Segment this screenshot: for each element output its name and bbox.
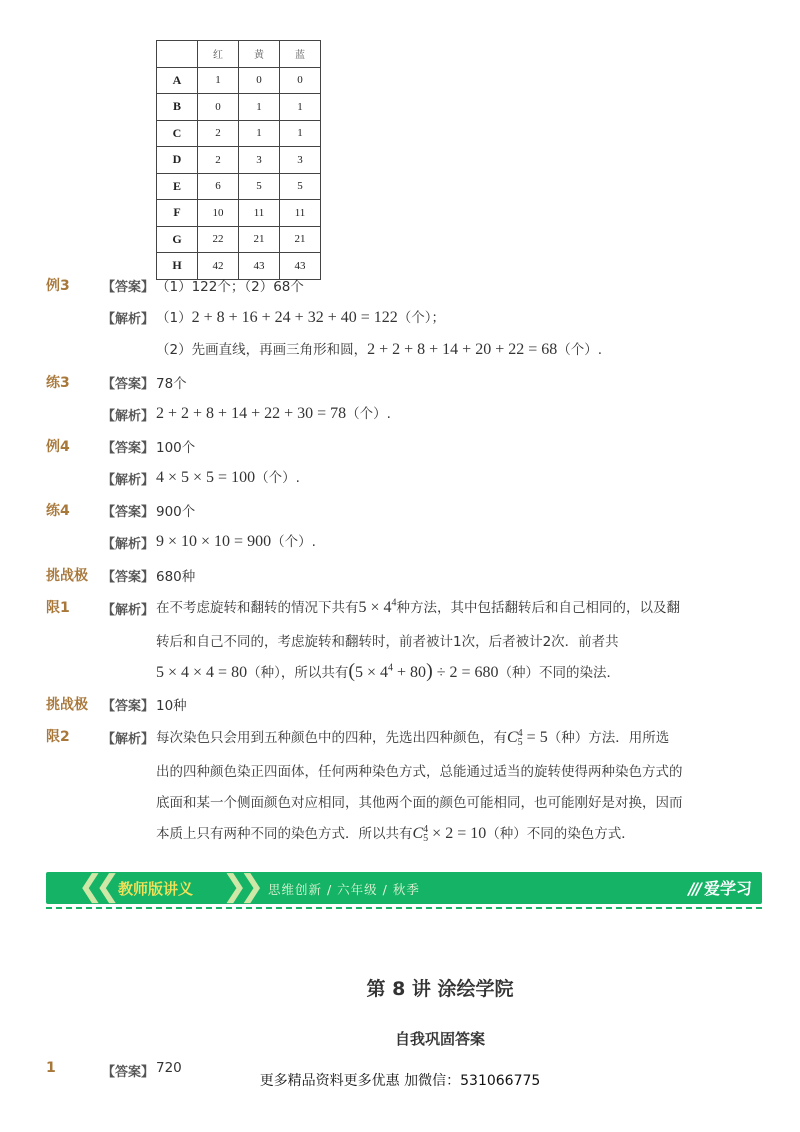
practice-3-answer: 78个 — [156, 376, 187, 392]
table-row — [157, 173, 321, 200]
challenge-1-label: 挑战极 — [46, 568, 88, 584]
text: （种）不同的染色方式． — [486, 826, 635, 842]
table-cell: 5 — [239, 173, 280, 200]
analysis-tag: 【解析】 — [102, 603, 155, 618]
table-row — [157, 200, 321, 227]
table-cell: 1 — [239, 94, 280, 121]
table-cell: 21 — [239, 226, 280, 253]
logo-text: 爱学习 — [703, 879, 752, 898]
answer-tag: 【答案】 — [102, 570, 155, 585]
text: 在不考虑旋转和翻转的情况下共有 — [156, 600, 359, 616]
equation: 2 + 2 + 8 + 14 + 20 + 22 = 68 — [367, 341, 558, 358]
combination: C4 5 = 5 — [507, 728, 548, 749]
limit-2-line-4 — [156, 822, 635, 843]
analysis-tag: 【解析】 — [102, 732, 155, 747]
limit-2-label: 限2 — [46, 729, 70, 745]
table-cell: 2 — [198, 120, 239, 147]
example-4-analysis — [156, 466, 300, 487]
practice-4-analysis — [156, 530, 316, 551]
color-count-table — [156, 40, 321, 280]
table-cell: 43 — [239, 253, 280, 280]
limit-1-line-2: 转后和自己不同的，考虑旋转和翻转时，前者被计1次，后者被计2次．前者共 — [156, 634, 619, 650]
double-chevron-right-icon: ❯❯ — [222, 869, 257, 904]
limit-2-line-2: 出的四种颜色染正四面体，任何两种染色方式，总能通过适当的旋转使得两种染色方式的 — [156, 764, 683, 780]
footer-promo: 更多精品资料更多优惠 加微信：531066775 — [259, 1073, 541, 1089]
limit-2-line-3: 底面和某一个侧面颜色对应相同，其他两个面的颜色可能相同，也可能刚好是对换，因而 — [156, 795, 683, 811]
row-label: E — [157, 173, 198, 200]
challenge-2-answer: 10种 — [156, 698, 187, 714]
suffix: （个）. — [271, 534, 316, 550]
row-label: A — [157, 67, 198, 94]
practice-3-label: 练3 — [46, 375, 70, 391]
text: 每次染色只会用到五种颜色中的四种，先选出四种颜色，有 — [156, 730, 507, 746]
analysis-tag: 【解析】 — [102, 409, 155, 424]
table-cell: 0 — [198, 94, 239, 121]
text: 本质上只有两种不同的染色方式．所以共有 — [156, 826, 413, 842]
equation: 4 × 5 × 5 = 100 — [156, 469, 256, 486]
row-label: G — [157, 226, 198, 253]
table-row — [157, 67, 321, 94]
banner-subtitle: 思维创新 / 六年级 / 秋季 — [268, 882, 420, 897]
row-label: B — [157, 94, 198, 121]
equation: 5 × 4 × 4 = 80 — [156, 664, 248, 681]
table-cell: 11 — [280, 200, 321, 227]
analysis-tag: 【解析】 — [102, 537, 155, 552]
table-cell: 0 — [280, 67, 321, 94]
banner-dashed-divider — [46, 907, 762, 909]
equation: $5 \times 4^4$ — [358, 597, 397, 616]
challenge-2-label: 挑战极 — [46, 697, 88, 713]
item-1-answer: 720 — [156, 1060, 182, 1076]
text: （种），所以共有 — [247, 665, 349, 681]
table-cell: 6 — [198, 173, 239, 200]
example-3-label: 例3 — [46, 278, 70, 294]
table-row — [157, 147, 321, 174]
suffix: （个）. — [255, 470, 300, 486]
item-1-label: 1 — [46, 1060, 56, 1076]
column-header-blue: 蓝 — [280, 41, 321, 68]
practice-4-answer: 900个 — [156, 504, 196, 520]
banner-title: 教师版讲义 — [118, 880, 194, 898]
answer-tag: 【答案】 — [102, 699, 155, 714]
example-4-label: 例4 — [46, 439, 70, 455]
combination: C4 5 × 2 = 10 — [412, 824, 487, 845]
suffix: （个）. — [346, 406, 391, 422]
suffix: （个）； — [397, 310, 445, 326]
table-cell: 1 — [198, 67, 239, 94]
equation: $(5 \times 4^4 + 80) \div 2 = 680$ — [348, 660, 499, 682]
table-cell: 2 — [198, 147, 239, 174]
table-cell: 21 — [280, 226, 321, 253]
row-label: H — [157, 253, 198, 280]
table-corner — [157, 41, 198, 68]
prefix: （1） — [156, 310, 192, 326]
limit-1-line-1 — [156, 596, 680, 617]
practice-3-analysis — [156, 402, 391, 423]
table-row — [157, 120, 321, 147]
example-4-answer: 100个 — [156, 440, 196, 456]
table-cell: 3 — [280, 147, 321, 174]
prefix: （2）先画直线，再画三角形和圆， — [156, 342, 368, 358]
answer-tag: 【答案】 — [102, 505, 155, 520]
limit-2-line-1 — [156, 726, 669, 747]
row-label: D — [157, 147, 198, 174]
example-3-analysis-1 — [156, 306, 445, 327]
table-header-row — [157, 41, 321, 68]
text: （种）不同的染法． — [498, 665, 621, 681]
table-cell: 1 — [239, 120, 280, 147]
answer-tag: 【答案】 — [102, 280, 155, 295]
challenge-1-answer: 680种 — [156, 569, 196, 585]
table-cell: 5 — [280, 173, 321, 200]
limit-1-line-3 — [156, 660, 620, 683]
equation: 2 + 8 + 16 + 24 + 32 + 40 = 122 — [191, 309, 398, 326]
table-cell: 11 — [239, 200, 280, 227]
practice-4-label: 练4 — [46, 503, 70, 519]
table-cell: 10 — [198, 200, 239, 227]
table-cell: 3 — [239, 147, 280, 174]
column-header-yellow: 黄 — [239, 41, 280, 68]
analysis-tag: 【解析】 — [102, 473, 155, 488]
text: 种方法，其中包括翻转后和自己相同的，以及翻 — [396, 600, 681, 616]
equation: 9 × 10 × 10 = 900 — [156, 533, 272, 550]
text: （种）方法．用所选 — [547, 730, 670, 746]
equation: 2 + 2 + 8 + 14 + 22 + 30 = 78 — [156, 405, 347, 422]
analysis-tag: 【解析】 — [102, 312, 155, 327]
answer-tag: 【答案】 — [102, 1065, 155, 1080]
table-cell: 22 — [198, 226, 239, 253]
table-row — [157, 226, 321, 253]
row-label: C — [157, 120, 198, 147]
example-3-answer: （1）122个；（2）68个 — [156, 279, 304, 295]
table-cell: 1 — [280, 120, 321, 147]
example-3-analysis-2 — [156, 338, 602, 359]
limit-1-label: 限1 — [46, 600, 70, 616]
table-cell: 42 — [198, 253, 239, 280]
logo-mark-icon: /// — [688, 879, 700, 898]
brand-logo — [688, 876, 752, 899]
lecture-title: 第 8 讲 涂绘学院 — [366, 978, 514, 1000]
suffix: （个）. — [557, 342, 603, 358]
section-subtitle: 自我巩固答案 — [394, 1030, 485, 1048]
column-header-red: 红 — [198, 41, 239, 68]
answer-tag: 【答案】 — [102, 441, 155, 456]
table-cell: 1 — [280, 94, 321, 121]
table-cell: 0 — [239, 67, 280, 94]
header-banner — [46, 869, 762, 904]
table-cell: 43 — [280, 253, 321, 280]
answer-tag: 【答案】 — [102, 377, 155, 392]
double-chevron-left-icon: ❮❮ — [78, 869, 113, 904]
table-row — [157, 94, 321, 121]
row-label: F — [157, 200, 198, 227]
